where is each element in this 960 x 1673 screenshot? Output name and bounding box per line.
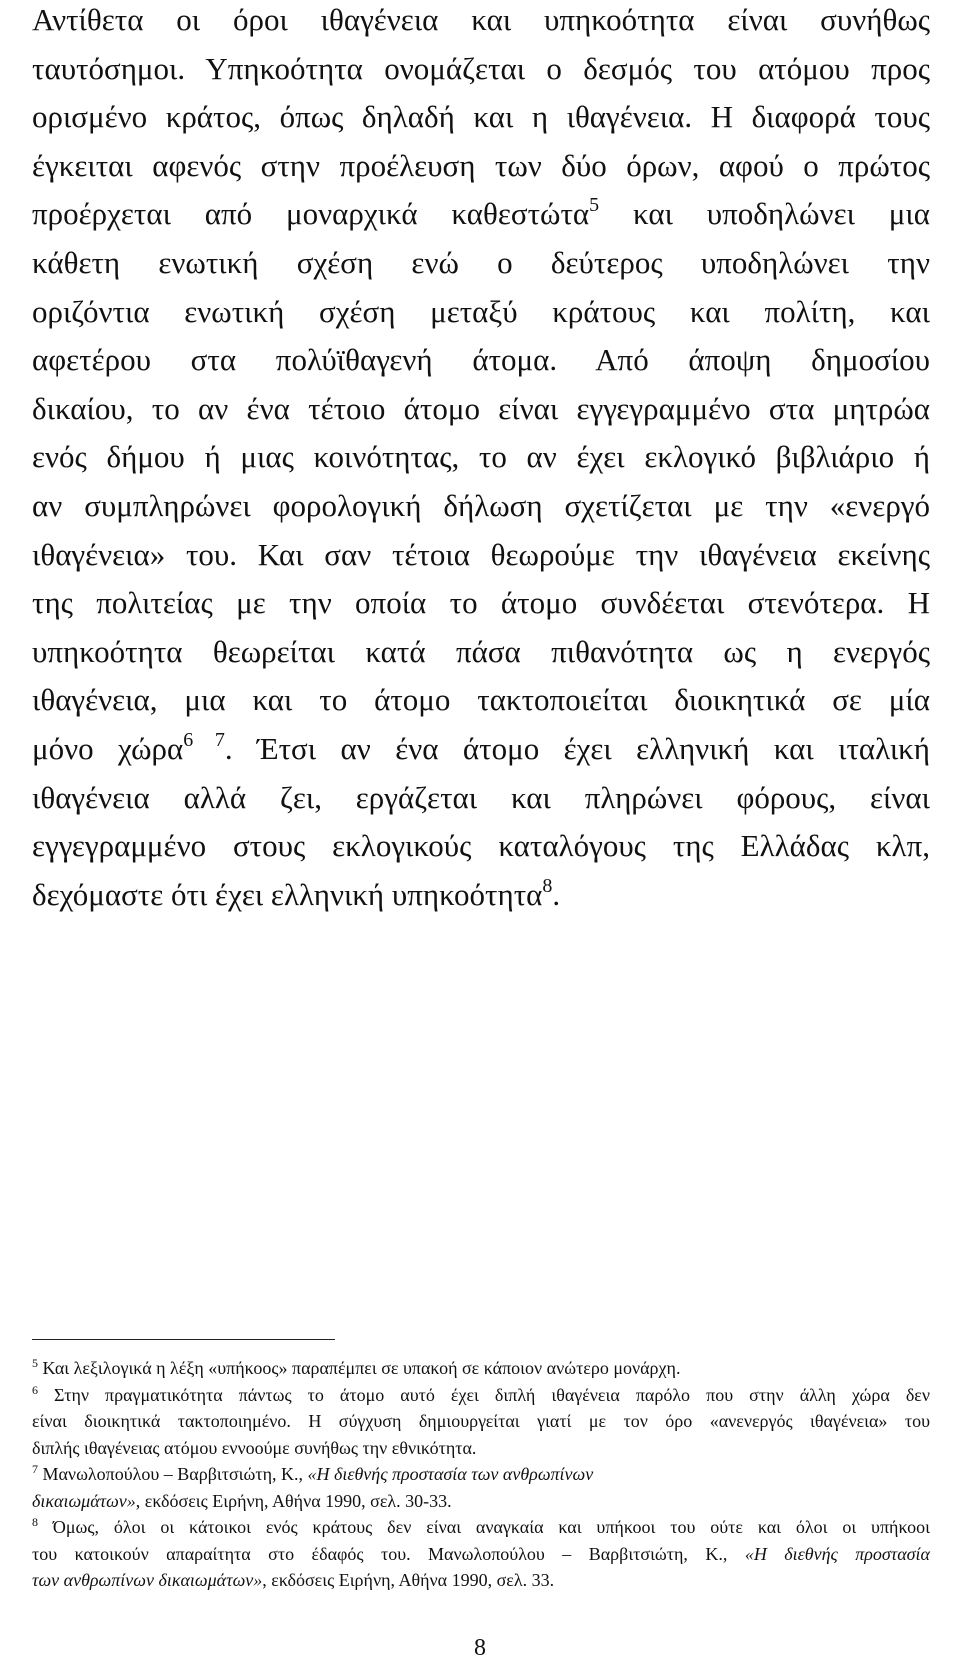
paragraph-line: ιθαγένεια, μια και το άτομο τακτοποιείται διοικητικά σε μία [32, 682, 930, 718]
footnote-mark: 6 [32, 1382, 38, 1397]
footnote-text: Όμως, όλοι οι κάτοικοι ενός κράτους δεν είναι αναγκαία και υπήκοοι του ούτε και όλοι οι υπήκοοι [38, 1517, 930, 1537]
footnote-title: «Η διεθνής προστασία των ανθρωπίνων [307, 1464, 594, 1484]
footnote-mark: 8 [32, 1515, 38, 1529]
paragraph-line: Αντίθετα οι όροι ιθαγένεια και υπηκοότητα είναι συνήθως [32, 2, 930, 37]
line-text: προέρχεται από μοναρχικά καθεστώτα [32, 196, 590, 232]
footnote-ref-6-7[interactable]: 6 7 [183, 728, 225, 751]
footnote-ref-5[interactable]: 5 [589, 194, 600, 217]
footnote-5 [32, 1355, 930, 1382]
footnote-text: Και λεξιλογικά η λέξη «υπήκοος» παραπέμπει σε υπακοή σε κάποιον ανώτερο μονάρχη. [38, 1358, 681, 1378]
paragraph-line: αν συμπληρώνει φορολογική δήλωση σχετίζεται με την «ενεργό [32, 487, 930, 523]
line-text: . Έτσι αν ένα άτομο έχει ελληνική και ιταλική [224, 730, 930, 766]
main-paragraph [32, 0, 930, 919]
footnote-6-cont: διπλής ιθαγένειας ατόμου εννοούμε συνήθως την εθνικότητα. [32, 1437, 477, 1458]
footnote-author: Μανωλοπούλου – Βαρβιτσιώτη, Κ., [38, 1464, 308, 1484]
footnote-title: «Η διεθνής προστασία [744, 1543, 930, 1564]
footnote-text: Στην πραγματικότητα πάντως το άτομο αυτό έχει διπλή ιθαγένεια παρόλο που στην άλλη χώρα δεν [38, 1384, 930, 1405]
footnote-title: δικαιωμάτων» [32, 1490, 136, 1511]
paragraph-line: ταυτόσημοι. Υπηκοότητα ονομάζεται ο δεσμός του ατόμου προς [32, 50, 930, 86]
line-text: μόνο χώρα [32, 730, 184, 766]
paragraph-line: οριζόντια ενωτική σχέση μεταξύ κράτους και πολίτη, και [32, 293, 930, 329]
footnote-8 [32, 1514, 930, 1541]
footnote-mark: 7 [32, 1462, 38, 1476]
footnote-7 [32, 1461, 930, 1488]
line-text: και υποδηλώνει μια [599, 196, 930, 232]
footnote-title: των ανθρωπίνων δικαιωμάτων» [32, 1570, 263, 1590]
paragraph-line: έγκειται αφενός στην προέλευση των δύο όρων, αφού ο πρώτος [32, 147, 930, 183]
footnote-8-cont [32, 1541, 930, 1568]
paragraph-line: της πολιτείας με την οποία το άτομο συνδέεται στενότερα. Η [32, 585, 930, 621]
footnote-separator [32, 1339, 335, 1340]
footnote-ref-8[interactable]: 8 [542, 874, 553, 897]
paragraph-line [32, 871, 930, 920]
footnote-text: , εκδόσεις Ειρήνη, Αθήνα 1990, σελ. 33. [262, 1570, 555, 1590]
footnote-8-cont [32, 1567, 930, 1594]
page-number: 8 [474, 1635, 486, 1661]
document-page [32, 0, 930, 1673]
paragraph-line: κάθετη ενωτική σχέση ενώ ο δεύτερος υποδηλώνει την [32, 244, 930, 280]
paragraph-line: ιθαγένεια» του. Και σαν τέτοια θεωρούμε την ιθαγένεια εκείνης [32, 536, 930, 572]
paragraph-line: ορισμένο κράτος, όπως δηλαδή και η ιθαγένεια. Η διαφορά τους [32, 99, 930, 135]
paragraph-line: υπηκοότητα θεωρείται κατά πάσα πιθανότητα ως η ενεργός [32, 633, 930, 669]
footnotes-section [32, 1355, 930, 1594]
footnote-text: , εκδόσεις Ειρήνη, Αθήνα 1990, σελ. 30-33. [135, 1490, 452, 1511]
paragraph-line [32, 190, 930, 239]
paragraph-line: ιθαγένεια αλλά ζει, εργάζεται και πληρώνει φόρους, είναι [32, 779, 930, 815]
paragraph-line: εγγεγραμμένο στους εκλογικούς καταλόγους της Ελλάδας κλπ, [32, 828, 930, 864]
footnote-7-cont [32, 1488, 930, 1515]
paragraph-line: δικαίου, το αν ένα τέτοιο άτομο είναι εγγεγραμμένο στα μητρώα [32, 390, 930, 426]
footnote-6 [32, 1382, 930, 1409]
line-text: δεχόμαστε ότι έχει ελληνική υπηκοότητα [32, 876, 543, 912]
paragraph-line: ενός δήμου ή μιας κοινότητας, το αν έχει εκλογικό βιβλιάριο ή [32, 439, 930, 475]
footnote-text: του κατοικούν απαραίτητα στο έδαφός του. Μανωλοπούλου – Βαρβιτσιώτη, Κ., [32, 1543, 745, 1564]
paragraph-line [32, 725, 930, 774]
line-text: . [552, 876, 561, 912]
footnote-mark: 5 [32, 1356, 38, 1370]
footnote-6-cont: είναι διοικητικά τακτοποιημένο. Η σύγχυση δημιουργείται γιατί με τον όρο «ανενεργός ιθαγένεια» του [32, 1411, 930, 1431]
paragraph-line: αφετέρου στα πολύϊθαγενή άτομα. Από άποψη δημοσίου [32, 342, 930, 378]
